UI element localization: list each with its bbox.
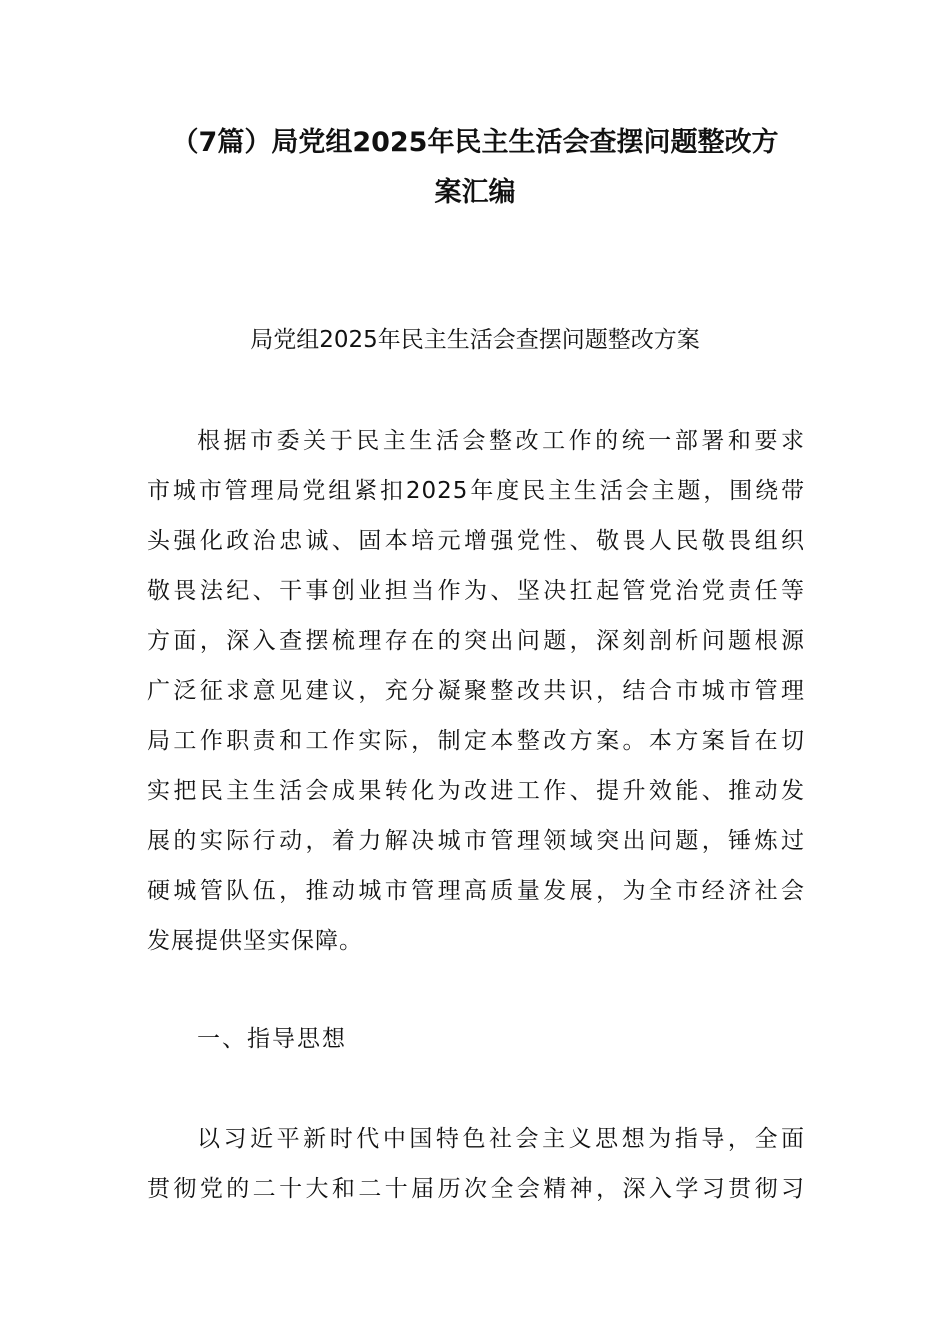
- paragraph-line: 发展提供坚实保障。: [147, 928, 363, 954]
- paragraph-line: 市城市管理局党组紧扣2025年度民主生活会主题，围绕带: [147, 478, 805, 504]
- paragraph-line: 头强化政治忠诚、固本培元增强党性、敬畏人民敬畏组织: [147, 528, 805, 554]
- paragraph-line: 广泛征求意见建议，充分凝聚整改共识，结合市城市管理: [147, 678, 805, 704]
- section-heading-guiding-ideology: 一、指导思想: [197, 1026, 347, 1052]
- document-title-line-2: 案汇编: [434, 177, 516, 208]
- paragraph-line: 硬城管队伍，推动城市管理高质量发展，为全市经济社会: [147, 878, 805, 904]
- paragraph-line: 实把民主生活会成果转化为改进工作、提升效能、推动发: [147, 778, 805, 804]
- paragraph-line: 根据市委关于民主生活会整改工作的统一部署和要求: [197, 428, 805, 454]
- section-subtitle: 局党组2025年民主生活会查摆问题整改方案: [250, 327, 700, 353]
- paragraph-line: 敬畏法纪、干事创业担当作为、坚决扛起管党治党责任等: [147, 578, 805, 604]
- paragraph-line: 局工作职责和工作实际，制定本整改方案。本方案旨在切: [147, 728, 805, 754]
- paragraph-line: 展的实际行动，着力解决城市管理领域突出问题，锤炼过: [147, 828, 805, 854]
- paragraph-line: 贯彻党的二十大和二十届历次全会精神，深入学习贯彻习: [147, 1176, 805, 1202]
- paragraph-line: 方面，深入查摆梳理存在的突出问题，深刻剖析问题根源: [147, 628, 805, 654]
- paragraph-line: 以习近平新时代中国特色社会主义思想为指导，全面: [197, 1126, 805, 1152]
- document-title-line-1: （7篇）局党组2025年民主生活会查摆问题整改方: [171, 127, 779, 158]
